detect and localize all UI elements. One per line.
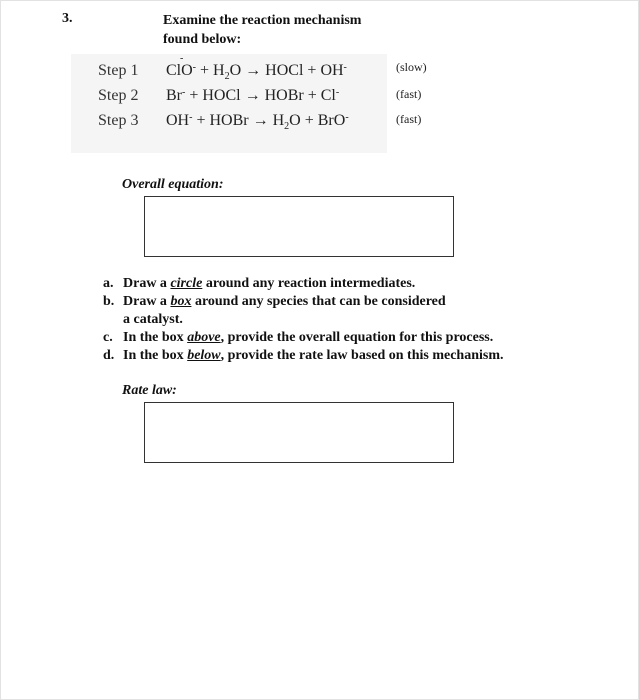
instruction-item: c. In the box above, provide the overall equation for this process. (103, 330, 494, 345)
question-prompt (163, 11, 361, 49)
instructions-list (103, 275, 583, 365)
species-hydroxide: OH- (320, 62, 347, 79)
step-label: Step 3 (98, 112, 139, 129)
reaction-arrow: → (245, 62, 262, 79)
instruction-item-continuation: a catalyst. (123, 312, 183, 327)
species-hocl: HOCl (265, 62, 304, 79)
step-rate: (slow) (396, 60, 427, 74)
reaction-arrow: → (244, 87, 261, 104)
mechanism-panel (71, 53, 427, 153)
step-equation: OH- + HOBr → $H_2O + BrO^-$ (166, 112, 349, 132)
overall-equation-answer-box[interactable] (144, 196, 454, 257)
instruction-item: d. In the box below, provide the rate law based on this mechanism. (103, 348, 504, 363)
step-rate: (fast) (396, 112, 422, 126)
step-equation: - $ClO^- + H_2O$ → HOCl + OH- (166, 53, 347, 82)
species-hypochlorite: - ClO (166, 53, 193, 79)
step-label: Step 1 (98, 62, 139, 79)
instruction-item: b. Draw a box around any species that can be considered (103, 294, 446, 309)
species-hydroxide: OH- (166, 112, 193, 129)
species-accent-mark: - (180, 53, 184, 64)
species-hocl: HOCl (202, 87, 241, 104)
question-number: 3. (62, 11, 73, 26)
prompt-line-2: found below: (163, 32, 242, 47)
step-rate: (fast) (396, 87, 422, 101)
reaction-arrow: → (252, 112, 269, 129)
instruction-item: a. Draw a circle around any reaction intermediates. (103, 276, 416, 291)
step-label: Step 2 (98, 87, 139, 104)
step-equation: Br- + HOCl → HOBr + Cl- (166, 87, 340, 104)
species-chloride: Cl- (320, 87, 340, 104)
species-hobr: HOBr (209, 112, 249, 129)
species-hobr: HOBr (264, 87, 304, 104)
rate-law-answer-box[interactable] (144, 402, 454, 463)
overall-equation-label: Overall equation: (122, 177, 224, 192)
species-bromide: Br- (166, 87, 186, 104)
prompt-line-1: Examine the reaction mechanism (163, 13, 362, 28)
species-hypobromite: BrO- (317, 112, 349, 129)
species-water: $H_2O$ (272, 112, 301, 132)
species-water: $H_2O$ (213, 62, 242, 82)
rate-law-label: Rate law: (122, 383, 177, 398)
